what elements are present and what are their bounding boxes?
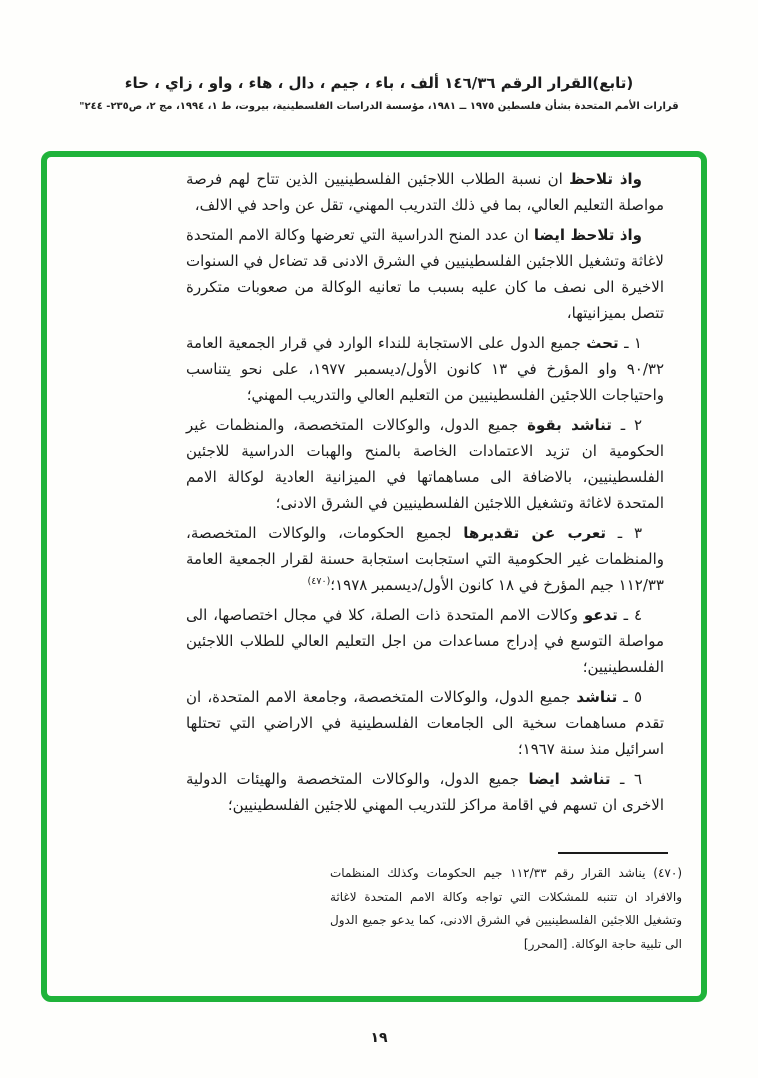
footnote-text: (٤٧٠) يناشد القرار رقم ١١٢/٣٣ جيم الحكومات وكذلك المنظمات والافراد ان تتنبه للمشكلات التي تواجه وكالة الامم المتحدة لاغاثة وتشغيل اللاجئين الفلسطينيين في الشرق الادنى، كما يدعو جميع الدول الى تلبية حاجة الوكالة. [المحرر] <box>330 866 682 951</box>
operative-paragraph <box>186 330 664 408</box>
paragraph-lead: تناشد بقوة <box>527 416 612 434</box>
operative-paragraph <box>186 520 664 598</box>
operative-paragraph <box>186 766 664 818</box>
paragraph-lead: تحث <box>586 334 619 352</box>
paragraph-number: ٤ ـ <box>617 606 643 624</box>
paragraph-text: وكالات الامم المتحدة ذات الصلة، كلا في مجال اختصاصها، الى مواصلة التوسع في إدراج مساعدات من اجل التعليم العالي للطلاب اللاجئين الفلسطينيين؛ <box>186 606 664 676</box>
resolution-body <box>186 166 664 822</box>
paragraph-text: ان عدد المنح الدراسية التي تعرضها وكالة الامم المتحدة لاغاثة وتشغيل اللاجئين الفلسطينيين في الشرق الادنى قد تضاءل في السنوات الاخيرة الى نصف ما كان عليه بسبب ما تعانيه الوكالة من صعوبات متكررة تتصل بميزانيتها، <box>186 226 664 322</box>
paragraph-lead: تناشد <box>576 688 618 706</box>
paragraph-text: جميع الدول، والوكالات المتخصصة والهيئات الدولية الاخرى ان تسهم في اقامة مراكز للتدريب المهني للاجئين الفلسطينيين؛ <box>186 770 664 814</box>
source-citation: قرارات الأمم المتحدة بشأن فلسطين ١٩٧٥ ــ ١٩٨١، مؤسسة الدراسات الفلسطينية، بيروت، ط ١، ١٩٩٤، مج ٢، ص٢٣٥- ٢٤٤" <box>79 101 679 112</box>
paragraph-text: ان نسبة الطلاب اللاجئين الفلسطينيين الذين تتاح لهم فرصة مواصلة التعليم العالي، بما في ذلك التدريب المهني، تقل عن واحد في الالف، <box>186 170 664 214</box>
paragraph-text: جميع الدول، والوكالات المتخصصة، وجامعة الامم المتحدة، ان تقدم مساهمات سخية الى الجامعات الفلسطينية في الاراضي التي تحتلها اسرائيل منذ سنة ١٩٦٧؛ <box>186 688 664 758</box>
paragraph-text: لجميع الحكومات، والوكالات المتخصصة، والمنظمات غير الحكومية التي استجابت استجابة حسنة لقرار الجمعية العامة ١١٢/٣٣ جيم المؤرخ في ١٨ كانون الأول/ديسمبر ١٩٧٨؛ <box>186 524 664 594</box>
paragraph-number: ٦ ـ <box>610 770 642 788</box>
paragraph-lead: تعرب عن تقديرها <box>463 524 606 542</box>
paragraph-number: ٣ ـ <box>605 524 642 542</box>
preamble-paragraph <box>186 166 664 218</box>
paragraph-lead: تناشد ايضا <box>528 770 611 788</box>
paragraph-text: جميع الدول، والوكالات المتخصصة، والمنظمات غير الحكومية ان تزيد الاعتمادات الخاصة بالمنح والهبات الدراسية للاجئين الفلسطينيين، بالاضافة الى مساهماتها في الميزانية العادية لوكالة الامم المتحدة لاغاثة وتشغيل اللاجئين الفلسطينيين في الشرق الادنى؛ <box>186 416 664 512</box>
page-header <box>0 74 758 112</box>
footnote <box>330 862 682 956</box>
footnote-separator <box>558 852 668 854</box>
footnote-reference: (٤٧٠) <box>307 576 331 587</box>
paragraph-number: ٥ ـ <box>617 688 642 706</box>
paragraph-text: جميع الدول على الاستجابة للنداء الوارد في قرار الجمعية العامة ٩٠/٣٢ واو المؤرخ في ١٣ كانون الأول/ديسمبر ١٩٧٧، على نحو يتناسب واحتياجات اللاجئين الفلسطينيين من التعليم العالي والتدريب المهني؛ <box>186 334 664 404</box>
resolution-title: (تابع)القرار الرقم ١٤٦/٣٦ ألف ، باء ، جيم ، دال ، هاء ، واو ، زاي ، حاء <box>124 74 634 92</box>
paragraph-lead: واذ تلاحظ ايضا <box>533 226 642 244</box>
operative-paragraph <box>186 602 664 680</box>
operative-paragraph <box>186 412 664 516</box>
paragraph-lead: تدعو <box>583 606 618 624</box>
paragraph-number: ١ ـ <box>618 334 642 352</box>
paragraph-number: ٢ ـ <box>611 416 643 434</box>
page-number: ١٩ <box>370 1030 388 1046</box>
operative-paragraph <box>186 684 664 762</box>
paragraph-lead: واذ تلاحظ <box>569 170 642 188</box>
preamble-paragraph <box>186 222 664 326</box>
